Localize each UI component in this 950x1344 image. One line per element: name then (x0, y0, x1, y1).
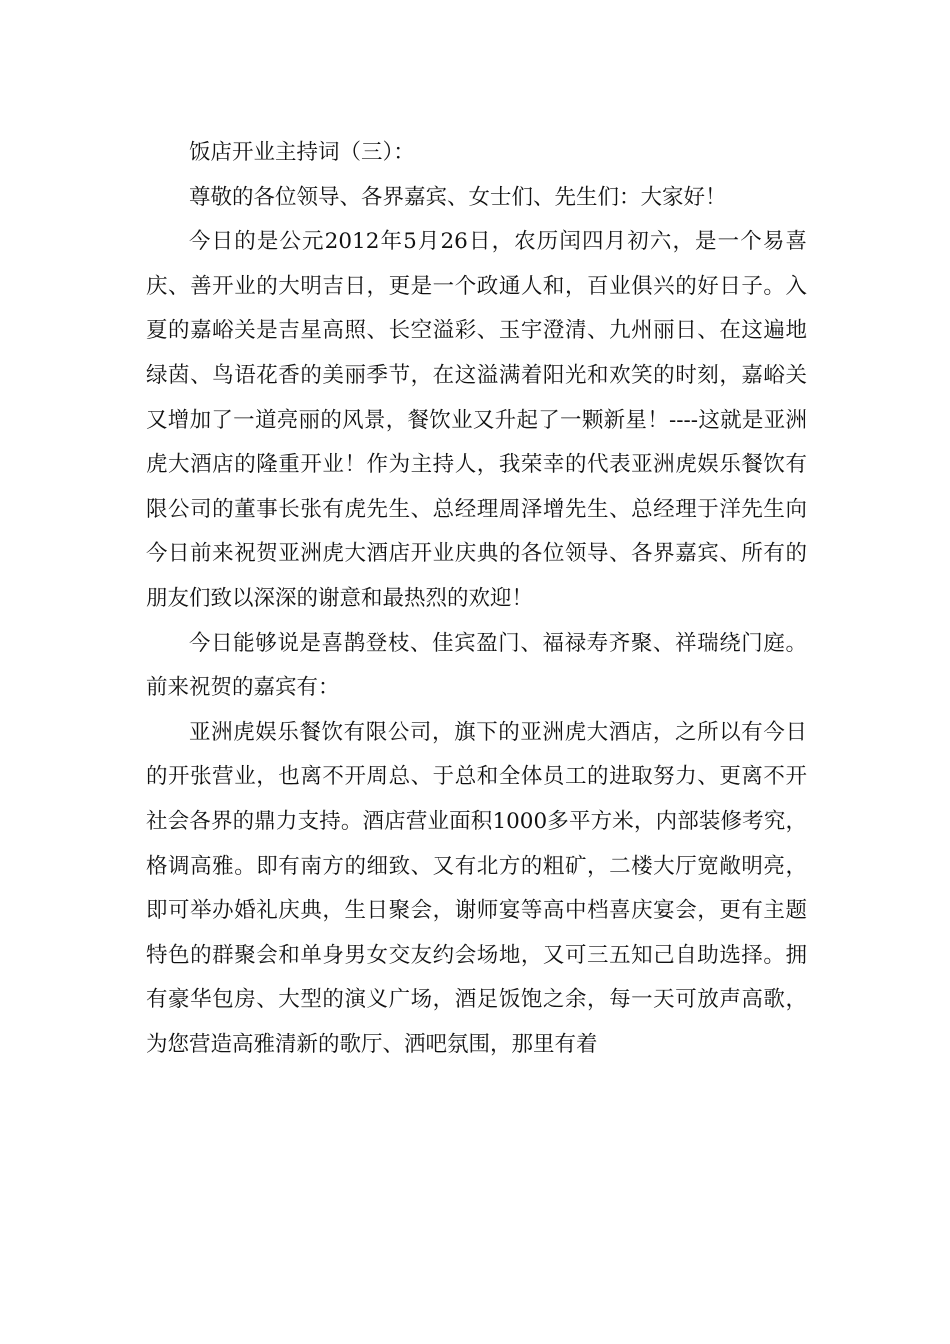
paragraph-greeting: 尊敬的各位领导、各界嘉宾、女士们、先生们：大家好！ (189, 184, 727, 210)
paragraph-opening: 今日的是公元2012年5月26日，农历闰四月初六，是一个易喜庆、善开业的大明吉日，更是一个政通人和，百业俱兴的好日子。入夏的嘉峪关是吉星高照、长空溢彩、玉宇澄清、九州丽日、在这遍地绿茵、鸟语花香的美丽季节，在这溢满着阳光和欢笑的时刻，嘉峪关又增加了一道亮丽的风景，餐饮业又升起了一颗新星！----这就是亚洲虎大酒店的隆重开业！作为主持人，我荣幸的代表亚洲虎娱乐餐饮有限公司的董事长张有虎先生、总经理周泽增先生、总经理于洋先生向今日前来祝贺亚洲虎大酒店开业庆典的各位领导、各界嘉宾、所有的朋友们致以深深的谢意和最热烈的欢迎！ (146, 229, 807, 611)
paragraph-hotel-intro: 亚洲虎娱乐餐饮有限公司，旗下的亚洲虎大酒店，之所以有今日的开张营业，也离不开周总、于总和全体员工的进取努力、更离不开社会各界的鼎力支持。酒店营业面积1000多平方米，内部装修考究，格调高雅。即有南方的细致、又有北方的粗矿，二楼大厅宽敞明亮，即可举办婚礼庆典，生日聚会，谢师宴等高中档喜庆宴会，更有主题特色的群聚会和单身男女交友约会场地，又可三五知己自助选择。拥有豪华包房、大型的演义广场，酒足饭饱之余，每一天可放声高歌，为您营造高雅清新的歌厅、洒吧氛围，那里有着 (146, 719, 807, 1057)
document-heading: 饭店开业主持词（三）： (189, 140, 415, 165)
paragraph-guests: 今日能够说是喜鹊登枝、佳宾盈门、福禄寿齐聚、祥瑞绕门庭。前来祝贺的嘉宾有： (146, 630, 807, 701)
document-page (146, 131, 807, 1067)
